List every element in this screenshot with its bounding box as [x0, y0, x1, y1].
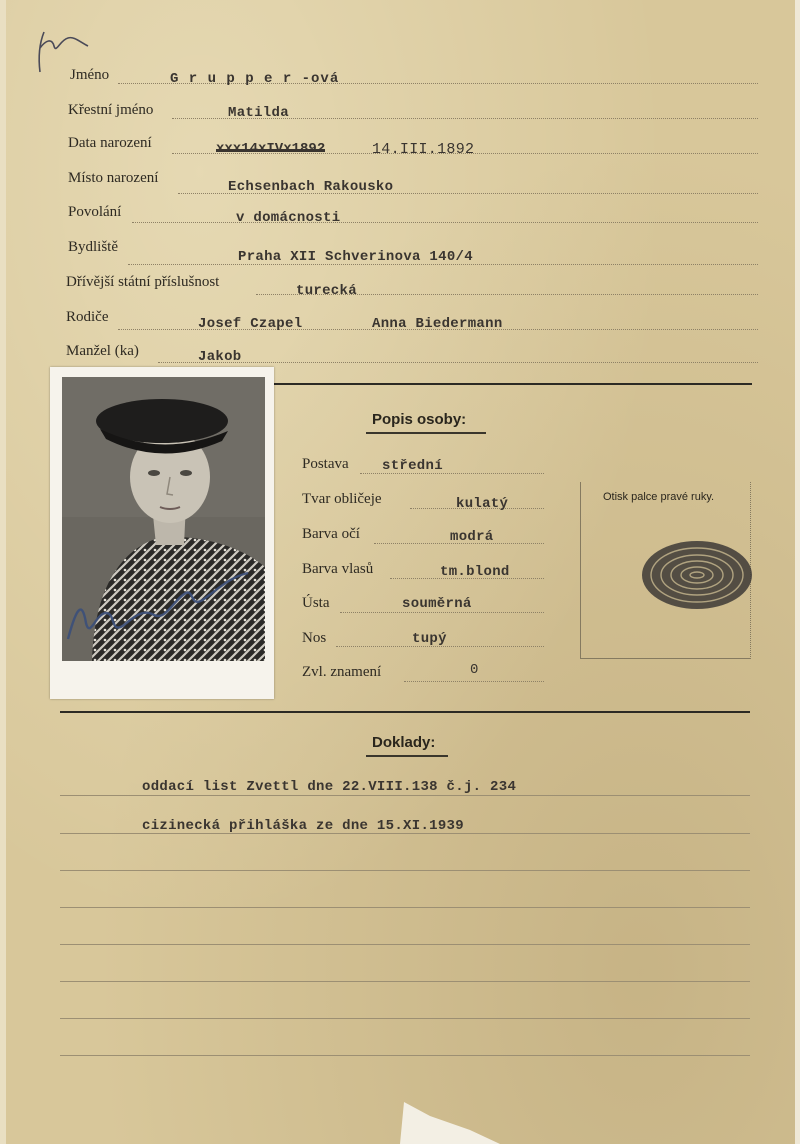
marks-value: 0 — [470, 662, 479, 678]
document-line-1: oddací list Zvettl dne 22.VIII.138 č.j. 234 — [142, 779, 517, 795]
build-label: Postava — [302, 456, 349, 472]
occupation-label: Povolání — [68, 204, 122, 220]
eye-color-value: modrá — [450, 529, 494, 545]
build-value: střední — [382, 458, 443, 474]
surname-value: G r u p p e r -ová — [170, 71, 340, 87]
eye-color-label: Barva očí — [302, 526, 360, 542]
occupation-value: v domácnosti — [236, 210, 341, 226]
thumbprint-label: Otisk palce pravé ruky. — [603, 491, 715, 503]
former-citizenship-value: turecká — [296, 283, 357, 299]
birth-date-value: 14.III.1892 — [372, 141, 475, 158]
document-line-2: cizinecká přihláška ze dne 15.XI.1939 — [142, 818, 464, 834]
spouse-value: Jakob — [198, 349, 242, 365]
mother-name: Anna Biedermann — [372, 316, 503, 332]
first-name-value: Matilda — [228, 105, 289, 121]
face-shape-label: Tvar obličeje — [302, 491, 382, 507]
parents-label: Rodiče — [66, 309, 109, 325]
struck-birth-date: xxx14xIVx1892 — [216, 141, 326, 157]
surname-label: Jméno — [70, 67, 110, 83]
father-name: Josef Czapel — [198, 316, 303, 332]
birth-date-label: Data narození — [68, 135, 152, 151]
former-citizenship-label: Dřívější státní příslušnost — [66, 274, 220, 290]
nose-value: tupý — [412, 631, 447, 647]
nose-label: Nos — [302, 630, 327, 646]
residence-label: Bydliště — [68, 239, 119, 255]
documents-title: Doklady: — [372, 734, 436, 751]
mouth-value: souměrná — [402, 596, 472, 612]
residence-value: Praha XII Schverinova 140/4 — [238, 249, 473, 265]
face-shape-value: kulatý — [456, 496, 509, 512]
spouse-label: Manžel (ka) — [66, 343, 139, 359]
hair-color-value: tm.blond — [440, 564, 510, 580]
first-name-label: Křestní jméno — [68, 102, 154, 118]
mouth-label: Ústa — [302, 595, 330, 611]
marks-label: Zvl. znamení — [302, 664, 382, 680]
hair-color-label: Barva vlasů — [302, 561, 374, 577]
birth-place-value: Echsenbach Rakousko — [228, 179, 394, 195]
description-title: Popis osoby: — [372, 411, 467, 428]
birth-place-label: Místo narození — [68, 170, 159, 186]
